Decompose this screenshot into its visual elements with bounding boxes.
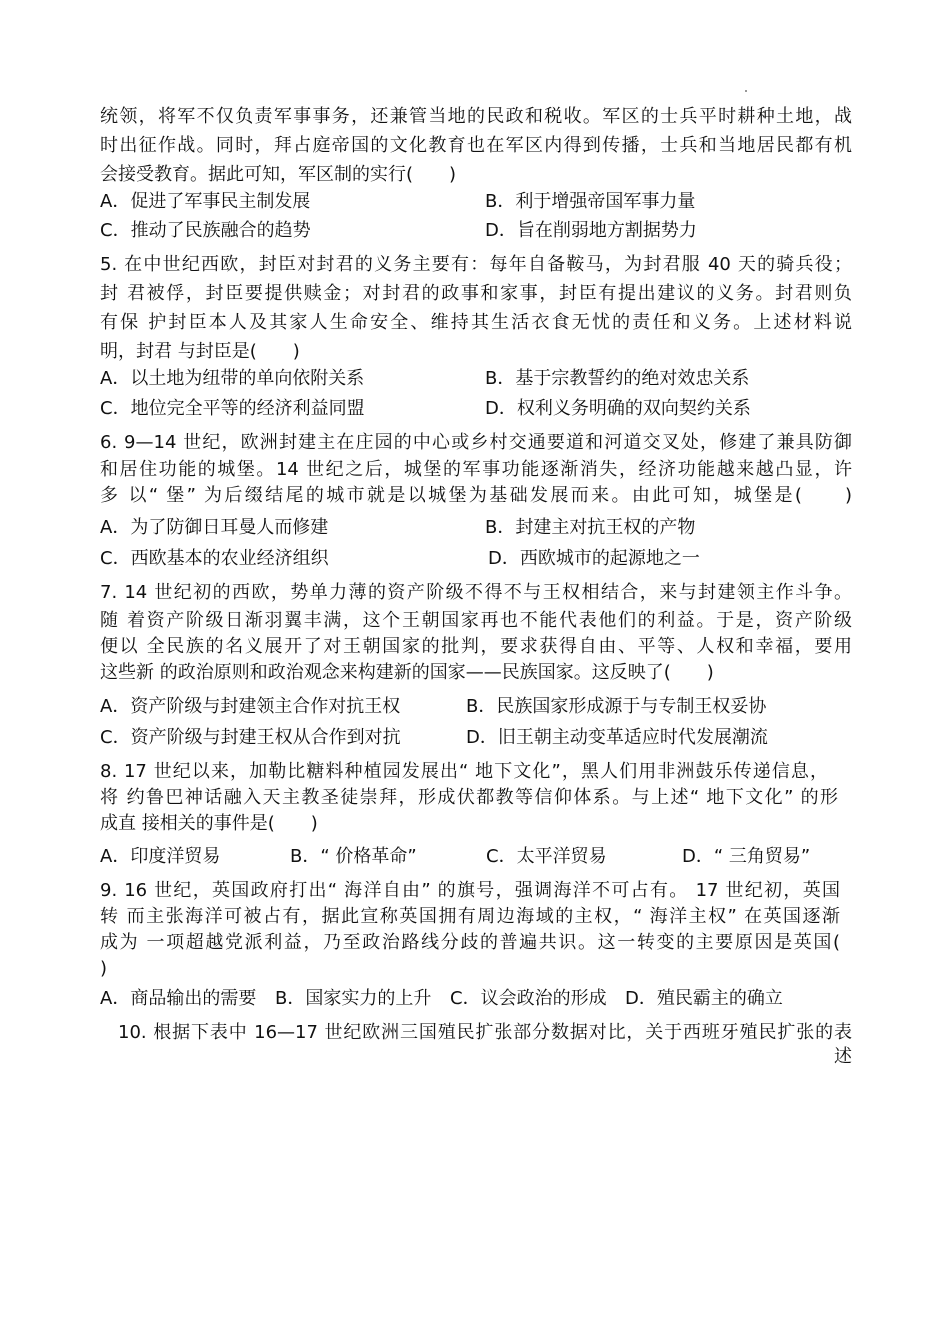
q8-line-2: 将 约鲁巴神话融入天主教圣徒崇拜，形成伏都教等信仰体系。与上述“ 地下文化” 的形: [100, 787, 838, 808]
q9-option-b[interactable]: B．国家实力的上升: [275, 988, 432, 1009]
q8-option-c[interactable]: C．太平洋贸易: [486, 846, 607, 867]
q9-line-2: 转 而主张海洋可被占有，据此宣称英国拥有周边海域的主权，“ 海洋主权” 在英国逐渐: [100, 906, 840, 927]
q9-line-3: 成为 一项超越党派利益，乃至政治路线分歧的普遍共识。这一转变的主要原因是英国(: [100, 932, 840, 953]
q6-line-2: 和居住功能的城堡。14 世纪之后，城堡的军事功能逐渐消失，经济功能越来越凸显，许: [100, 459, 852, 480]
q5-option-d[interactable]: D．权利义务明确的双向契约关系: [485, 398, 751, 419]
q8-line-1: 8. 17 世纪以来，加勒比糖料种植园发展出“ 地下文化”，黑人们用非洲鼓乐传递信息，: [100, 761, 828, 782]
q4-line-1: 统领，将军不仅负责军事事务，还兼管当地的民政和税收。军区的士兵平时耕种土地，战: [100, 106, 852, 127]
q7-option-a[interactable]: A．资产阶级与封建领主合作对抗王权: [100, 696, 401, 717]
q6-option-d[interactable]: D．西欧城市的起源地之一: [488, 548, 700, 569]
q4-line-2: 时出征作战。同时，拜占庭帝国的文化教育也在军区内得到传播，士兵和当地居民都有机: [100, 135, 852, 156]
q5-line-3: 有保 护封臣本人及其家人生命安全、维持其生活衣食无忧的责任和义务。上述材料说: [100, 312, 852, 333]
q7-option-d[interactable]: D．旧王朝主动变革适应时代发展潮流: [466, 727, 768, 748]
q5-option-b[interactable]: B．基于宗教誓约的绝对效忠关系: [485, 368, 750, 389]
q9-option-a[interactable]: A．商品输出的需要: [100, 988, 257, 1009]
q6-option-c[interactable]: C．西欧基本的农业经济组织: [100, 548, 329, 569]
q9-option-c[interactable]: C．议会政治的形成: [450, 988, 607, 1009]
q6-option-b[interactable]: B．封建主对抗王权的产物: [485, 517, 696, 538]
q8-option-a[interactable]: A．印度洋贸易: [100, 846, 221, 867]
q7-line-4: 这些新 的政治原则和政治观念来构建新的国家——民族国家。这反映了( ): [100, 662, 714, 683]
q10-line-2: 述: [834, 1046, 852, 1067]
q4-option-b[interactable]: B．利于增强帝国军事力量: [485, 191, 696, 212]
q7-line-1: 7. 14 世纪初的西欧，势单力薄的资产阶级不得不与王权相结合，来与封建领主作斗争。: [100, 582, 852, 603]
q4-option-d[interactable]: D．旨在削弱地方割据势力: [485, 220, 697, 241]
q9-option-d[interactable]: D．殖民霸主的确立: [625, 988, 783, 1009]
q9-line-1: 9. 16 世纪，英国政府打出“ 海洋自由” 的旗号，强调海洋不可占有。 17 世纪初，英国: [100, 880, 840, 901]
scan-speck: [745, 90, 747, 92]
q8-option-b[interactable]: B．“ 价格革命”: [290, 846, 417, 867]
q7-line-2: 随 着资产阶级日渐羽翼丰满，这个王朝国家再也不能代表他们的利益。于是，资产阶级: [100, 610, 852, 631]
q8-line-3: 成直 接相关的事件是( ): [100, 813, 318, 834]
q4-option-c[interactable]: C．推动了民族融合的趋势: [100, 220, 311, 241]
q5-option-c[interactable]: C．地位完全平等的经济利益同盟: [100, 398, 365, 419]
q6-line-1: 6. 9—14 世纪，欧洲封建主在庄园的中心或乡村交通要道和河道交叉处，修建了兼具防御: [100, 432, 852, 453]
q7-option-c[interactable]: C．资产阶级与封建王权从合作到对抗: [100, 727, 401, 748]
q7-line-3: 便以 全民族的名义展开了对王朝国家的批判，要求获得自由、平等、人权和幸福，要用: [100, 636, 852, 657]
q9-line-4: ): [100, 958, 108, 979]
q4-option-a[interactable]: A．促进了军事民主制发展: [100, 191, 311, 212]
q6-line-3: 多 以“ 堡” 为后缀结尾的城市就是以城堡为基础发展而来。由此可知，城堡是( ): [100, 485, 852, 506]
q5-line-4: 明，封君 与封臣是( ): [100, 341, 300, 362]
q5-line-2: 封 君被俘，封臣要提供赎金；对封君的政事和家事，封臣有提出建议的义务。封君则负: [100, 283, 852, 304]
q8-option-d[interactable]: D．“ 三角贸易”: [682, 846, 811, 867]
q5-option-a[interactable]: A．以土地为纽带的单向依附关系: [100, 368, 365, 389]
q7-option-b[interactable]: B．民族国家形成源于与专制王权妥协: [466, 696, 767, 717]
q5-line-1: 5. 在中世纪西欧，封臣对封君的义务主要有：每年自备鞍马，为封君服 40 天的骑兵役；: [100, 254, 852, 275]
q10-line-1: 10. 根据下表中 16—17 世纪欧洲三国殖民扩张部分数据对比，关于西班牙殖民扩张的表: [118, 1022, 852, 1043]
q4-line-3: 会接受教育。据此可知，军区制的实行( ): [100, 164, 457, 185]
q6-option-a[interactable]: A．为了防御日耳曼人而修建: [100, 517, 329, 538]
